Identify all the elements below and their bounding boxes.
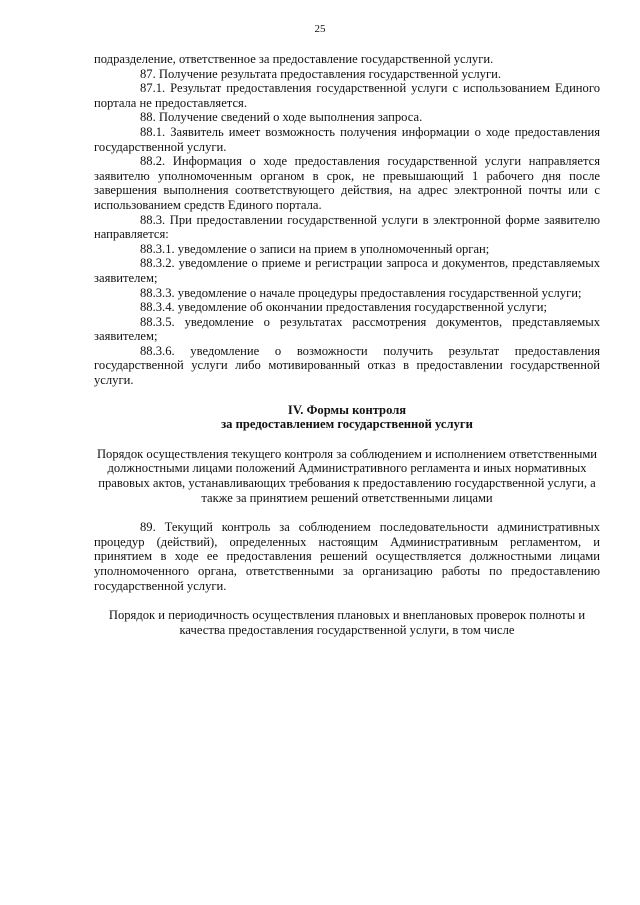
paragraph: подразделение, ответственное за предоставление государственной услуги. bbox=[94, 52, 494, 66]
paragraph: 89. Текущий контроль за соблюдением последовательности административных процедур (действий), определенных настоящим Административным регламентом, и принятием в ходе ее предоставления решений осуществляется должностными лицами уполномоченного органа, ответственными за организацию работы по предоставлению государственной услуги. bbox=[94, 520, 600, 593]
paragraph: 88.2. Информация о ходе предоставления государственной услуги направляется заявителю уполномоченным органом в срок, не превышающий 1 рабочего дня после завершения выполнения соответствующего действия, на адрес электронной почты или с использованием средств Единого портала. bbox=[94, 154, 600, 212]
paragraph: 87. Получение результата предоставления государственной услуги. bbox=[140, 66, 502, 81]
paragraph: 88.3.1. уведомление о записи на прием в уполномоченный орган; bbox=[140, 241, 490, 256]
paragraph: 88.3.4. уведомление об окончании предоставления государственной услуги; bbox=[140, 300, 548, 315]
paragraph: 88.3. При предоставлении государственной услуги в электронной форме заявителю направляется: bbox=[94, 212, 600, 242]
section-title: IV. Формы контроля bbox=[287, 402, 407, 417]
paragraph: 88.3.6. уведомление о возможности получить результат предоставления государственной услуги либо мотивированный отказ в предоставлении государственной услуги. bbox=[94, 343, 600, 388]
section-subtitle: за предоставлением государственной услуги bbox=[221, 417, 473, 432]
paragraph: 88.3.2. уведомление о приеме и регистрации запроса и документов, представляемых заявителем; bbox=[94, 256, 600, 285]
paragraph: 88. Получение сведений о ходе выполнения запроса. bbox=[140, 110, 423, 125]
subheading: Порядок осуществления текущего контроля за соблюдением и исполнением ответственными должностными лицами положений Административного регламента и иных нормативных правовых актов, устанавливающих требования к предоставлению государственной услуги, а также за принятием решений ответственными лицами bbox=[96, 446, 598, 505]
page-number: 25 bbox=[314, 23, 326, 35]
paragraph: 87.1. Результат предоставления государственной услуги с использованием Единого портала не предоставляется. bbox=[94, 81, 600, 110]
paragraph: 88.3.3. уведомление о начале процедуры предоставления государственной услуги; bbox=[140, 285, 582, 300]
paragraph: 88.1. Заявитель имеет возможность получения информации о ходе предоставления государственной услуги. bbox=[94, 124, 600, 154]
paragraph: 88.3.5. уведомление о результатах рассмотрения документов, представляемых заявителем; bbox=[94, 314, 600, 344]
document-body bbox=[94, 52, 600, 637]
subheading: Порядок и периодичность осуществления плановых и внеплановых проверок полноты и качества предоставления государственной услуги, в том числе bbox=[108, 608, 586, 637]
